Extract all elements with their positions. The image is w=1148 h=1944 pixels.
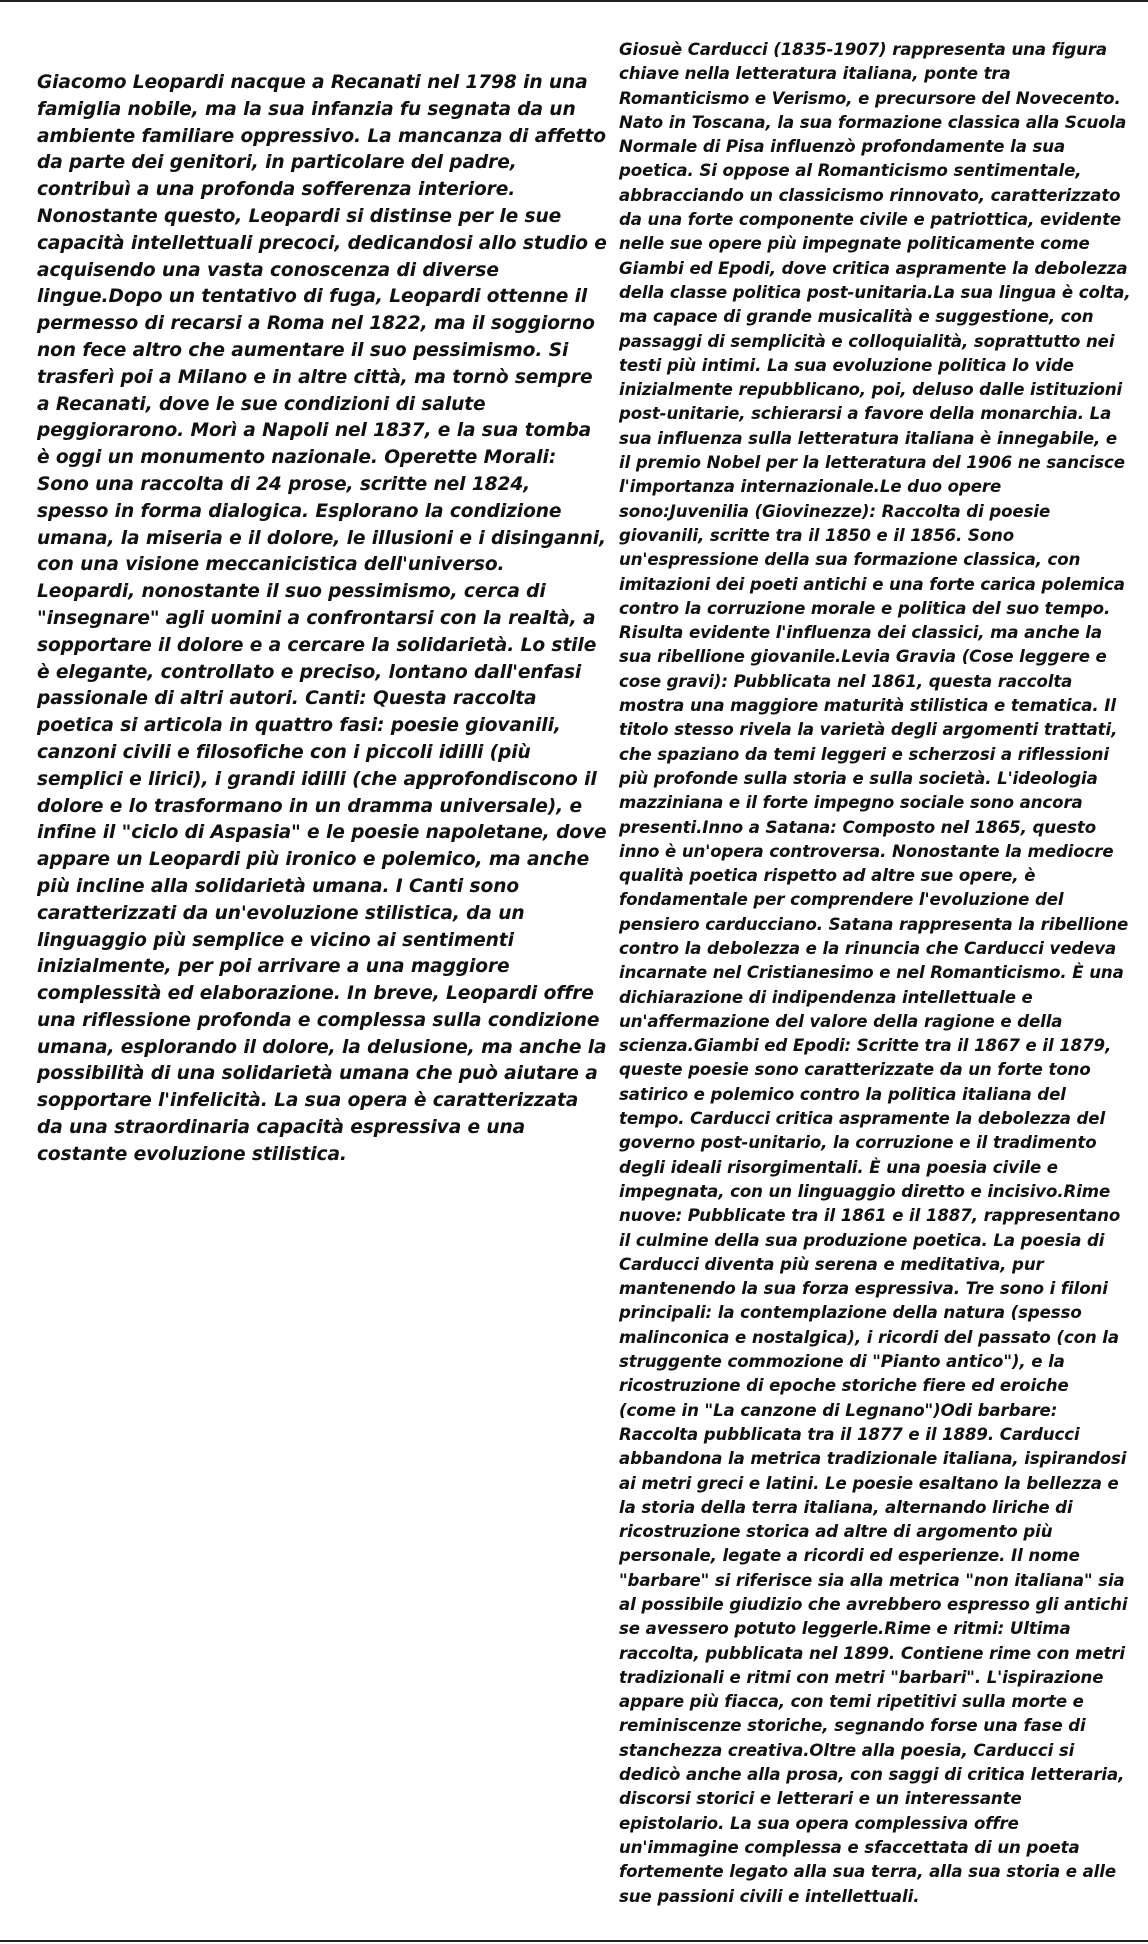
bottom-border [0,1940,1148,1942]
carducci-text-column: Giosuè Carducci (1835-1907) rappresenta una figura chiave nella letteratura italiana, ponte tra Romanticismo e Verismo, e precursore del Novecento. Nato in Toscana, la sua formazione classica alla Scuola Normale di Pisa influenzò profondamente la sua poetica. Si oppose al Romanticismo sentimentale, abbracciando un classicismo rinnovato, caratterizzato da una forte componente civile e patriottica, evidente nelle sue opere più impegnate politicamente come Giambi ed Epodi, dove critica aspramente la debolezza della classe politica post-unitaria.La sua lingua è colta, ma capace di grande musicalità e suggestione, con passaggi di semplicità e colloquialità, soprattutto nei testi più intimi. La sua evoluzione politica lo vide inizialmente repubblicano, poi, deluso dalle istituzioni post-unitarie, schierarsi a favore della monarchia. La sua influenza sulla letteratura italiana è innegabile, e il premio Nobel per la letteratura del 1906 ne sancisce l'importanza internazionale.Le duo opere sono:Juvenilia (Giovinezze): Raccolta di poesie giovanili, scritte tra il 1850 e il 1856. Sono un'espressione della sua formazione classica, con imitazioni dei poeti antichi e una forte carica polemica contro la corruzione morale e politica del suo tempo. Risulta evidente l'influenza dei classici, ma anche la sua ribellione giovanile.Levia Gravia (Cose leggere e cose gravi): Pubblicata nel 1861, questa raccolta mostra una maggiore maturità stilistica e tematica. Il titolo stesso rivela la varietà degli argomenti trattati, che spaziano da temi leggeri e scherzosi a riflessioni più profonde sulla storia e sulla società. L'ideologia mazziniana e il forte impegno sociale sono ancora presenti.Inno a Satana: Composto nel 1865, questo inno è un'opera controversa. Nonostante la mediocre qualità poetica rispetto ad altre sue opere, è fondamentale per comprendere l'evoluzione del pensiero carducciano. Satana rappresenta la ribellione contro la debolezza e la rinuncia che Carducci vedeva incarnate nel Cristianesimo e nel Romanticismo. È una dichiarazione di indipendenza intellettuale e un'affermazione del valore della ragione e della scienza.Giambi ed Epodi: Scritte tra il 1867 e il 1879, queste poesie sono caratterizzate da un forte tono satirico e polemico contro la politica italiana del tempo. Carducci critica aspramente la debolezza del governo post-unitario, la corruzione e il tradimento degli ideali risorgimentali. È una poesia civile e impegnata, con un linguaggio diretto e incisivo.Rime nuove: Pubblicate tra il 1861 e il 1887, rappresentano il culmine della sua produzione poetica. La poesia di Carducci diventa più serena e meditativa, pur mantenendo la sua forza espressiva. Tre sono i filoni principali: la contemplazione della natura (spesso malinconica e nostalgica), i ricordi del passato (con la struggente commozione di "Pianto antico"), e la ricostruzione di epoche storiche fiere ed eroiche (come in "La canzone di Legnano")Odi barbare: Raccolta pubblicata tra il 1877 e il 1889. Carducci abbandona la metrica tradizionale italiana, ispirandosi ai metri greci e latini. Le poesie esaltano la bellezza e la storia della terra italiana, alternando liriche di ricostruzione storica ad altre di argomento più personale, legate a ricordi ed esperienze. Il nome "barbare" si riferisce sia alla metrica "non italiana" sia al possibile giudizio che avrebbero espresso gli antichi se avessero potuto leggerle.Rime e ritmi: Ultima raccolta, pubblicata nel 1899. Contiene rime con metri tradizionali e ritmi con metri "barbari". L'ispirazione appare più fiacca, con temi ripetitivi sulla morte e reminiscenze storiche, segnando forse una fase di stanchezza creativa.Oltre alla poesia, Carducci si dedicò anche alla prosa, con saggi di critica letteraria, discorsi storici e letterari e un interessante epistolario. La sua opera complessiva offre un'immagine complessa e sfaccettata di un poeta fortemente legato alla sua terra, alla sua storia e alle sue passioni civili e intellettuali. [619,40,1131,1906]
top-border [0,0,1148,2]
leopardi-text-column: Giacomo Leopardi nacque a Recanati nel 1798 in una famiglia nobile, ma la sua infanzia fu segnata da un ambiente familiare oppressivo. La mancanza di affetto da parte dei genitori, in particolare del padre, contribuì a una profonda sofferenza interiore. Nonostante questo, Leopardi si distinse per le sue capacità intellettuali precoci, dedicandosi allo studio e acquisendo una vasta conoscenza di diverse lingue.Dopo un tentativo di fuga, Leopardi ottenne il permesso di recarsi a Roma nel 1822, ma il soggiorno non fece altro che aumentare il suo pessimismo. Si trasferì poi a Milano e in altre città, ma tornò sempre a Recanati, dove le sue condizioni di salute peggiorarono. Morì a Napoli nel 1837, e la sua tomba è oggi un monumento nazionale. Operette Morali: Sono una raccolta di 24 prose, scritte nel 1824, spesso in forma dialogica. Esplorano la condizione umana, la miseria e il dolore, le illusioni e i disinganni, con una visione meccanicistica dell'universo. Leopardi, nonostante il suo pessimismo, cerca di "insegnare" agli uomini a confrontarsi con la realtà, a sopportare il dolore e a cercare la solidarietà. Lo stile è elegante, controllato e preciso, lontano dall'enfasi passionale di altri autori. Canti: Questa raccolta poetica si articola in quattro fasi: poesie giovanili, canzoni civili e filosofiche con i piccoli idilli (più semplici e lirici), i grandi idilli (che approfondiscono il dolore e lo trasformano in un dramma universale), e infine il "ciclo di Aspasia" e le poesie napoletane, dove appare un Leopardi più ironico e polemico, ma anche più incline alla solidarietà umana. I Canti sono caratterizzati da un'evoluzione stilistica, da un linguaggio più semplice e vicino ai sentimenti inizialmente, per poi arrivare a una maggiore complessità ed elaborazione. In breve, Leopardi offre una riflessione profonda e complessa sulla condizione umana, esplorando il dolore, la delusione, ma anche la possibilità di una solidarietà umana che può aiutare a sopportare l'infelicità. La sua opera è caratterizzata da una straordinaria capacità espressiva e una costante evoluzione stilistica. [37,72,607,1165]
